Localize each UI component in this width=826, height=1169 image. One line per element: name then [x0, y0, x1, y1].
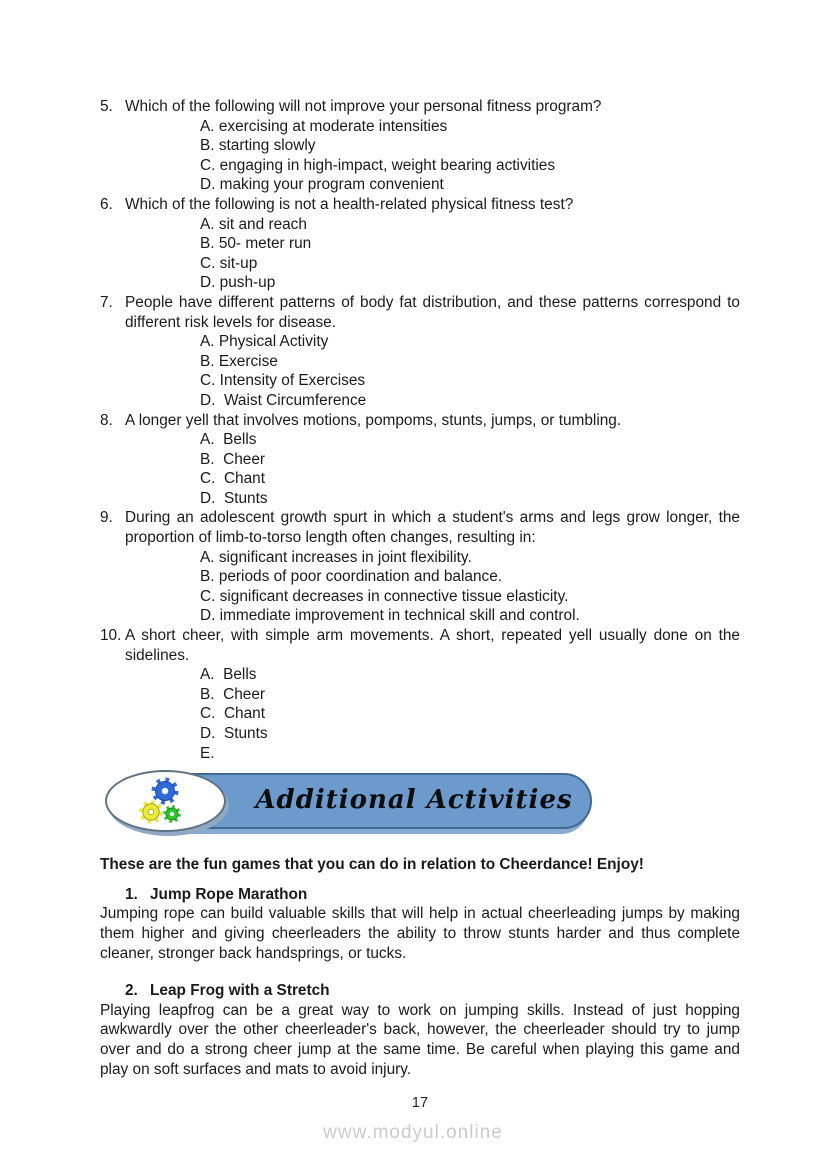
answer-option: C. significant decreases in connective tissue elasticity.: [200, 587, 569, 605]
answer-option: A. exercising at moderate intensities: [200, 117, 448, 135]
question-text: A short cheer, with simple arm movements. A short, repeated yell usually done on the sidelines.: [125, 627, 740, 664]
answer-option: E.: [200, 744, 215, 762]
answer-option: D. making your program convenient: [200, 176, 444, 194]
activity-number: 2.: [125, 982, 138, 1000]
answer-option: C. Chant: [200, 705, 266, 723]
question-item: [100, 293, 740, 411]
answer-option: B. Cheer: [200, 450, 266, 468]
answer-option: D. Stunts: [200, 489, 268, 507]
page-number: 17: [411, 1095, 429, 1112]
answer-option: C. Intensity of Exercises: [200, 372, 366, 390]
question-number: 10.: [100, 627, 122, 645]
answer-option: B. starting slowly: [200, 137, 316, 155]
answer-option: C. engaging in high-impact, weight bearing activities: [200, 156, 556, 174]
question-item: [100, 508, 740, 626]
answer-option: D. Stunts: [200, 725, 268, 742]
answer-option: A. sit and reach: [200, 215, 307, 233]
question-text: Which of the following is not a health-related physical fitness test?: [125, 195, 574, 213]
answer-option: A. Physical Activity: [200, 333, 329, 351]
answer-option: A. Bells: [200, 666, 257, 684]
answer-option: D. push-up: [200, 274, 276, 292]
activities-intro: These are the fun games that you can do in relation to Cheerdance! Enjoy!: [100, 856, 644, 874]
activity-title: Leap Frog with a Stretch: [150, 982, 330, 1000]
question-number: 7.: [100, 293, 113, 311]
watermark: www.modyul.online: [323, 1122, 503, 1143]
answer-option: A. significant increases in joint flexibility.: [200, 548, 472, 566]
activity-item: [100, 981, 740, 1079]
banner-title: Additional Activities: [255, 785, 573, 816]
gear-green: [165, 807, 179, 821]
answer-option: D. Waist Circumference: [200, 391, 367, 409]
answer-option: C. sit-up: [200, 254, 258, 272]
page-content: [100, 97, 740, 1114]
question-number: 8.: [100, 411, 113, 429]
answer-option: B. Cheer: [200, 685, 266, 703]
answer-option: C. Chant: [200, 470, 266, 488]
activity-title: Jump Rope Marathon: [150, 885, 308, 903]
activity-body: Jumping rope can build valuable skills that will help in actual cheerleading jumps by making them higher and giving cheerleaders the ability to throw stunts harder and thus complete cleaner, stronger back handsprings, or tucks.: [100, 905, 740, 962]
question-text: Which of the following will not improve your personal fitness program?: [125, 98, 602, 115]
additional-activities-banner: [105, 770, 592, 838]
question-text: A longer yell that involves motions, pompoms, stunts, jumps, or tumbling.: [125, 411, 622, 429]
gear-yellow: [141, 803, 160, 822]
activity-number: 1.: [125, 885, 138, 903]
answer-option: B. Exercise: [200, 352, 278, 370]
activity-item: [100, 885, 740, 963]
answer-option: D. immediate improvement in technical skill and control.: [200, 607, 580, 625]
question-item: [100, 626, 740, 763]
question-item: [100, 411, 740, 509]
question-number: 6.: [100, 195, 113, 213]
activity-body: Playing leapfrog can be a great way to work on jumping skills. Instead of just hopping awkwardly over the other cheerleader's back, however, the cheerleader should try to jump over and do a strong cheer jump at the same time. Be careful when playing this game and play on soft surfaces and mats to avoid injury.: [100, 1001, 740, 1078]
gears-icon: [105, 770, 226, 832]
gear-blue: [154, 780, 176, 802]
question-item: [100, 195, 740, 293]
question-number: 5.: [100, 98, 113, 115]
question-text: People have different patterns of body fat distribution, and these patterns correspond to different risk levels for disease.: [125, 293, 740, 331]
question-number: 9.: [100, 509, 113, 527]
answer-option: B. 50- meter run: [200, 235, 312, 253]
question-item: [100, 97, 740, 195]
answer-option: A. Bells: [200, 431, 257, 449]
answer-option: B. periods of poor coordination and balance.: [200, 568, 503, 586]
question-text: During an adolescent growth spurt in which a student's arms and legs grow longer, the proportion of limb-to-torso length often changes, resulting in:: [125, 509, 740, 547]
